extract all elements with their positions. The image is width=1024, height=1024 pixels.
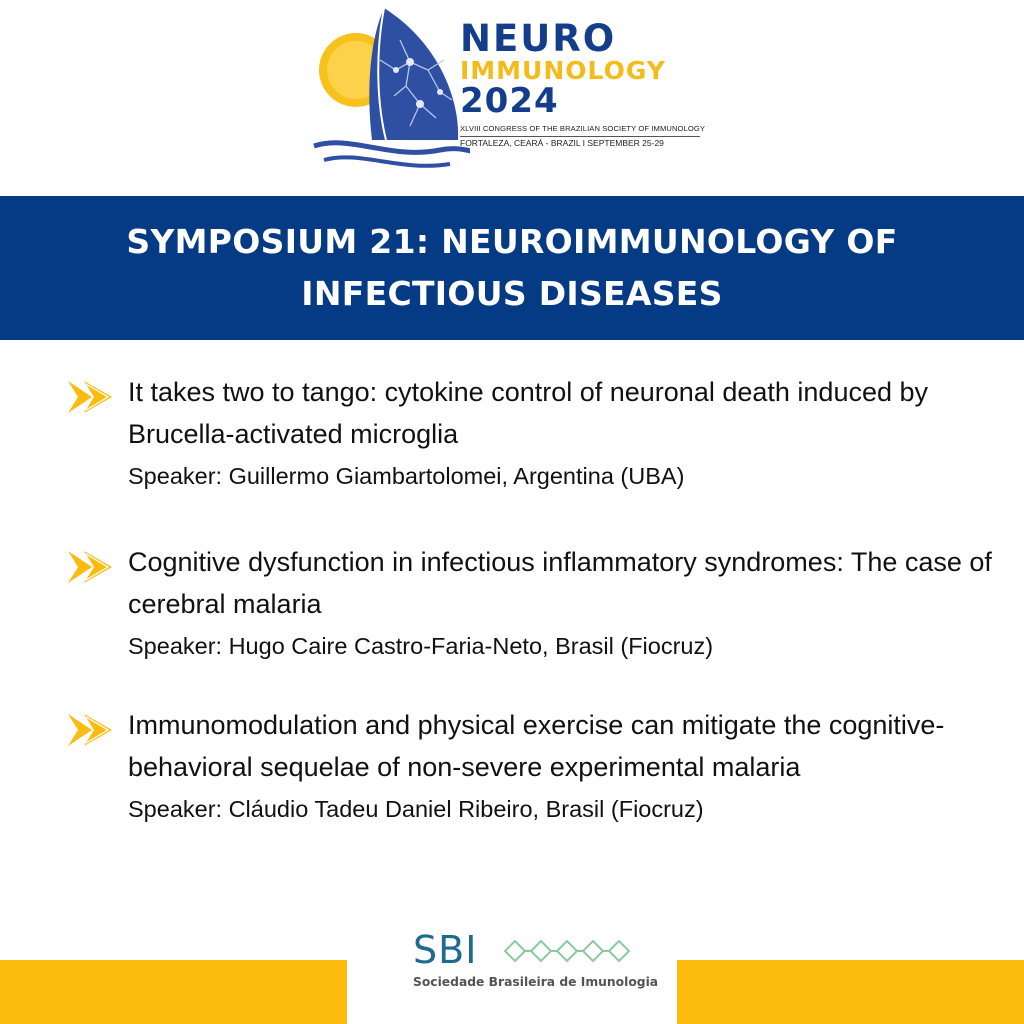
sbi-full-name: Sociedade Brasileira de Imunologia xyxy=(413,975,659,989)
event-logo xyxy=(310,0,710,185)
footer-accent-bar-right xyxy=(677,960,1024,1024)
footer-accent-bar-left xyxy=(0,960,347,1024)
sailboat-neuron-sun-icon xyxy=(310,0,470,180)
sbi-logo xyxy=(413,928,659,998)
talk-speaker: Speaker: Hugo Caire Castro-Faria-Neto, Brasil (Fiocruz) xyxy=(128,633,714,659)
event-location-date: FORTALEZA, CEARÁ - BRAZIL I SEPTEMBER 25-29 xyxy=(460,138,664,148)
logo-year: 2024 xyxy=(460,81,559,121)
logo-word-neuro: NEURO xyxy=(460,17,617,60)
talk-title: Cognitive dysfunction in infectious inflammatory syndromes: The case of cerebral malaria xyxy=(128,547,992,619)
talk-speaker: Speaker: Guillermo Giambartolomei, Argentina (UBA) xyxy=(128,463,685,489)
sbi-letters: SBI xyxy=(413,928,478,972)
symposium-banner xyxy=(0,196,1024,340)
congress-subtitle: XLVIII CONGRESS OF THE BRAZILIAN SOCIETY OF IMMUNOLOGY xyxy=(460,124,700,137)
talk-speaker: Speaker: Cláudio Tadeu Daniel Ribeiro, Brasil (Fiocruz) xyxy=(128,796,704,822)
double-chevron-right-icon xyxy=(66,377,116,417)
symposium-title: SYMPOSIUM 21: NEUROIMMUNOLOGY OF INFECTIOUS DISEASES xyxy=(126,222,898,313)
double-chevron-right-icon xyxy=(66,710,116,750)
logo-word-immunology: IMMUNOLOGY xyxy=(460,56,666,85)
talk-title: It takes two to tango: cytokine control of neuronal death induced by Brucella-activated microglia xyxy=(128,377,929,449)
talk-title: Immunomodulation and physical exercise can mitigate the cognitive-behavioral sequelae of non-severe experimental malaria xyxy=(128,710,945,782)
double-chevron-right-icon xyxy=(66,547,116,587)
diamond-chain-icon xyxy=(501,936,641,966)
